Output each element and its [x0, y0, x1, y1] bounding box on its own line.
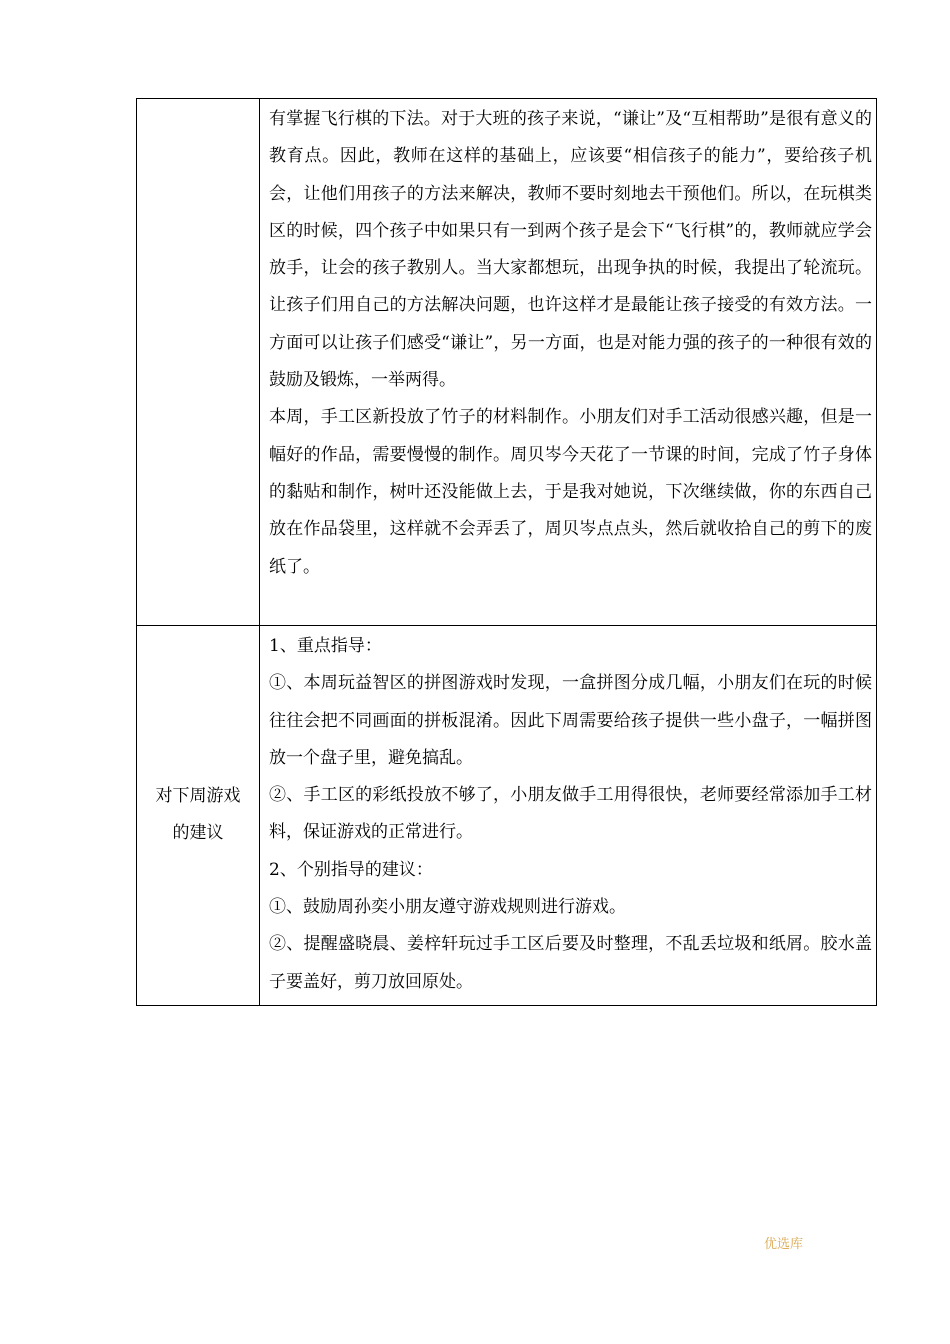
- footer-watermark: 优选库: [764, 1237, 804, 1252]
- table-row: [137, 99, 877, 626]
- suggestion-item: ①、鼓励周孙奕小朋友遵守游戏规则进行游戏。: [269, 897, 626, 918]
- row-label-cell: [137, 99, 260, 626]
- table-row: [137, 626, 877, 1006]
- suggestion-heading: 2、个别指导的建议：: [269, 859, 433, 880]
- row-label-line: 对下周游戏: [155, 786, 241, 807]
- reflection-paragraph: 有掌握飞行棋的下法。对于大班的孩子来说，“谦让”及“互相帮助”是很有意义的教育点。因此，教师在这样的基础上，应该要“相信孩子的能力”，要给孩子机会，让他们用孩子的方法来解决，教师不要时刻地去干预他们。所以，在玩棋类区的时候，四个孩子中如果只有一到两个孩子是会下“飞行棋”的，教师就应学会放手，让会的孩子教别人。当大家都想玩，出现争执的时候，我提出了轮流玩。让孩子们用自己的方法解决问题，也许这样才是最能让孩子接受的有效方法。一方面可以让孩子们感受“谦让”，另一方面，也是对能力强的孩子的一种很有效的鼓励及锻炼，一举两得。: [269, 109, 872, 391]
- row-content-cell: [260, 99, 877, 626]
- suggestion-heading: 1、重点指导：: [269, 636, 382, 656]
- row-content-cell: [260, 626, 877, 1006]
- suggestion-item: ①、本周玩益智区的拼图游戏时发现，一盒拼图分成几幅，小朋友们在玩的时候往往会把不同画面的拼板混淆。因此下周需要给孩子提供一些小盘子，一幅拼图放一个盘子里，避免搞乱。: [269, 673, 872, 768]
- record-table: [136, 98, 877, 1006]
- reflection-paragraph: 本周，手工区新投放了竹子的材料制作。小朋友们对手工活动很感兴趣，但是一幅好的作品，需要慢慢的制作。周贝岑今天花了一节课的时间，完成了竹子身体的黏贴和制作，树叶还没能做上去，于是我对她说，下次继续做，你的东西自己放在作品袋里，这样就不会弄丢了，周贝岑点点头，然后就收拾自己的剪下的废纸了。: [269, 407, 872, 577]
- row-label-line: 的建议: [172, 823, 224, 844]
- row-label-cell: [137, 626, 260, 1006]
- suggestion-item: ②、提醒盛晓晨、姜梓轩玩过手工区后要及时整理，不乱丢垃圾和纸屑。胶水盖子要盖好，剪刀放回原处。: [269, 934, 872, 992]
- suggestion-item: ②、手工区的彩纸投放不够了，小朋友做手工用得很快，老师要经常添加手工材料，保证游戏的正常进行。: [269, 785, 872, 843]
